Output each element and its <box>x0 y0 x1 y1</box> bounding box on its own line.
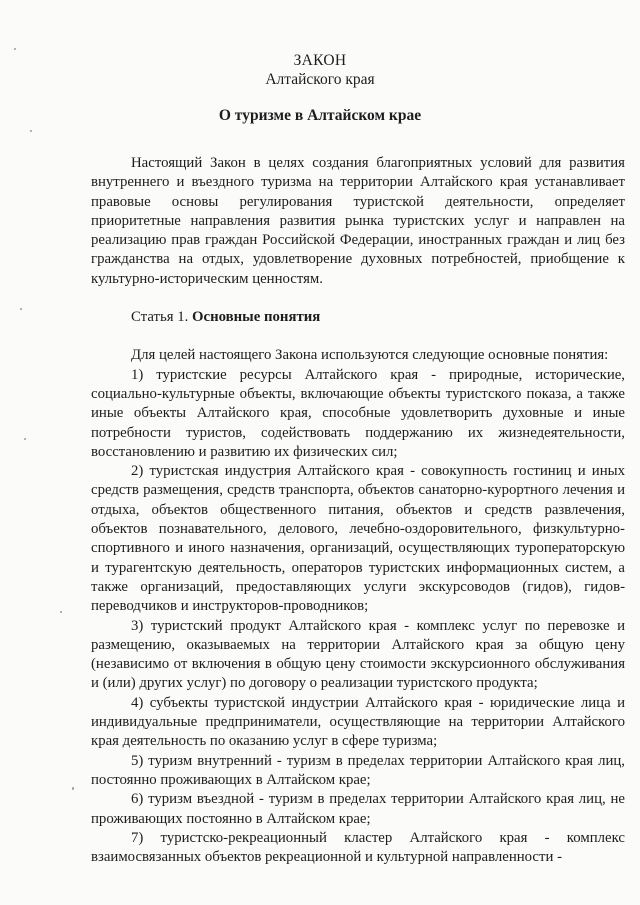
scan-speck <box>24 438 26 440</box>
scan-speck <box>20 308 22 310</box>
document-region: Алтайского края <box>265 71 375 88</box>
definition-item-4: 4) субъекты туристской индустрии Алтайского края - юридические лица и индивидуальные предприниматели, осуществляющие на территории Алтайского края деятельность по оказанию услуг в сфере туризма; <box>91 694 625 750</box>
definition-item-1: 1) туристские ресурсы Алтайского края - природные, исторические, социально-культурные объекты, включающие объекты туристского показа, а также иные объекты Алтайского края, способные удовлетворить духовные и иные потребности туристов, содействовать поддержанию их жизнедеятельности, восстановлению и развитию их физических сил; <box>91 366 625 460</box>
definition-item-6: 6) туризм въездной - туризм в пределах территории Алтайского края лиц, не проживающих постоянно в Алтайском крае; <box>91 791 625 827</box>
definition-item-3: 3) туристский продукт Алтайского края - комплекс услуг по перевозке и размещению, оказываемых на территории Алтайского края за общую цену (независимо от включения в общую цену стоимости экскурсионного обслуживания и (или) других услуг) по договору о реализации туристского продукта; <box>91 617 625 692</box>
article-title: Основные понятия <box>192 309 321 326</box>
scan-speck <box>30 130 32 132</box>
scan-speck <box>60 611 62 613</box>
definition-item-2: 2) туристская индустрия Алтайского края - совокупность гостиниц и иных средств размещения, средств транспорта, объектов санаторно-курортного лечения и отдыха, объектов общественного питания, объектов и средств развлечения, объектов познавательного, делового, лечебно-оздоровительного, физкультурно-спортивного и иного назначения, организаций, осуществляющих туроператорскую и турагентскую деятельность, операторов туристских информационных систем, а также организаций, предоставляющих услуги экскурсоводов (гидов), гидов-переводчиков и инструкторов-проводников; <box>91 463 625 615</box>
document-title: О туризме в Алтайском крае <box>218 107 422 124</box>
definition-item-7: 7) туристско-рекреационный кластер Алтайского края - комплекс взаимосвязанных объектов рекреационной и культурной направленности - <box>91 829 625 866</box>
article-heading <box>91 308 625 327</box>
document-type: ЗАКОН <box>293 52 347 69</box>
preamble-paragraph: Настоящий Закон в целях создания благоприятных условий для развития внутреннего и въездного туризма на территории Алтайского края устанавливает правовые основы регулирования туристской деятельности, определяет приоритетные направления развития рынка туристских услуг и направлен на реализацию прав граждан Российской Федерации, иностранных граждан и лиц без гражданства на отдых, удовлетворение духовных потребностей, приобщение к культурно-историческим ценностям. <box>91 155 625 287</box>
document-body <box>91 154 625 867</box>
article-intro: Для целей настоящего Закона используются следующие основные понятия: <box>131 347 609 364</box>
definition-item-5: 5) туризм внутренний - туризм в пределах территории Алтайского края лиц, постоянно проживающих в Алтайском крае; <box>91 752 625 788</box>
scan-speck <box>72 787 74 790</box>
article-number: Статья 1. <box>131 309 189 326</box>
scan-speck <box>14 48 16 50</box>
